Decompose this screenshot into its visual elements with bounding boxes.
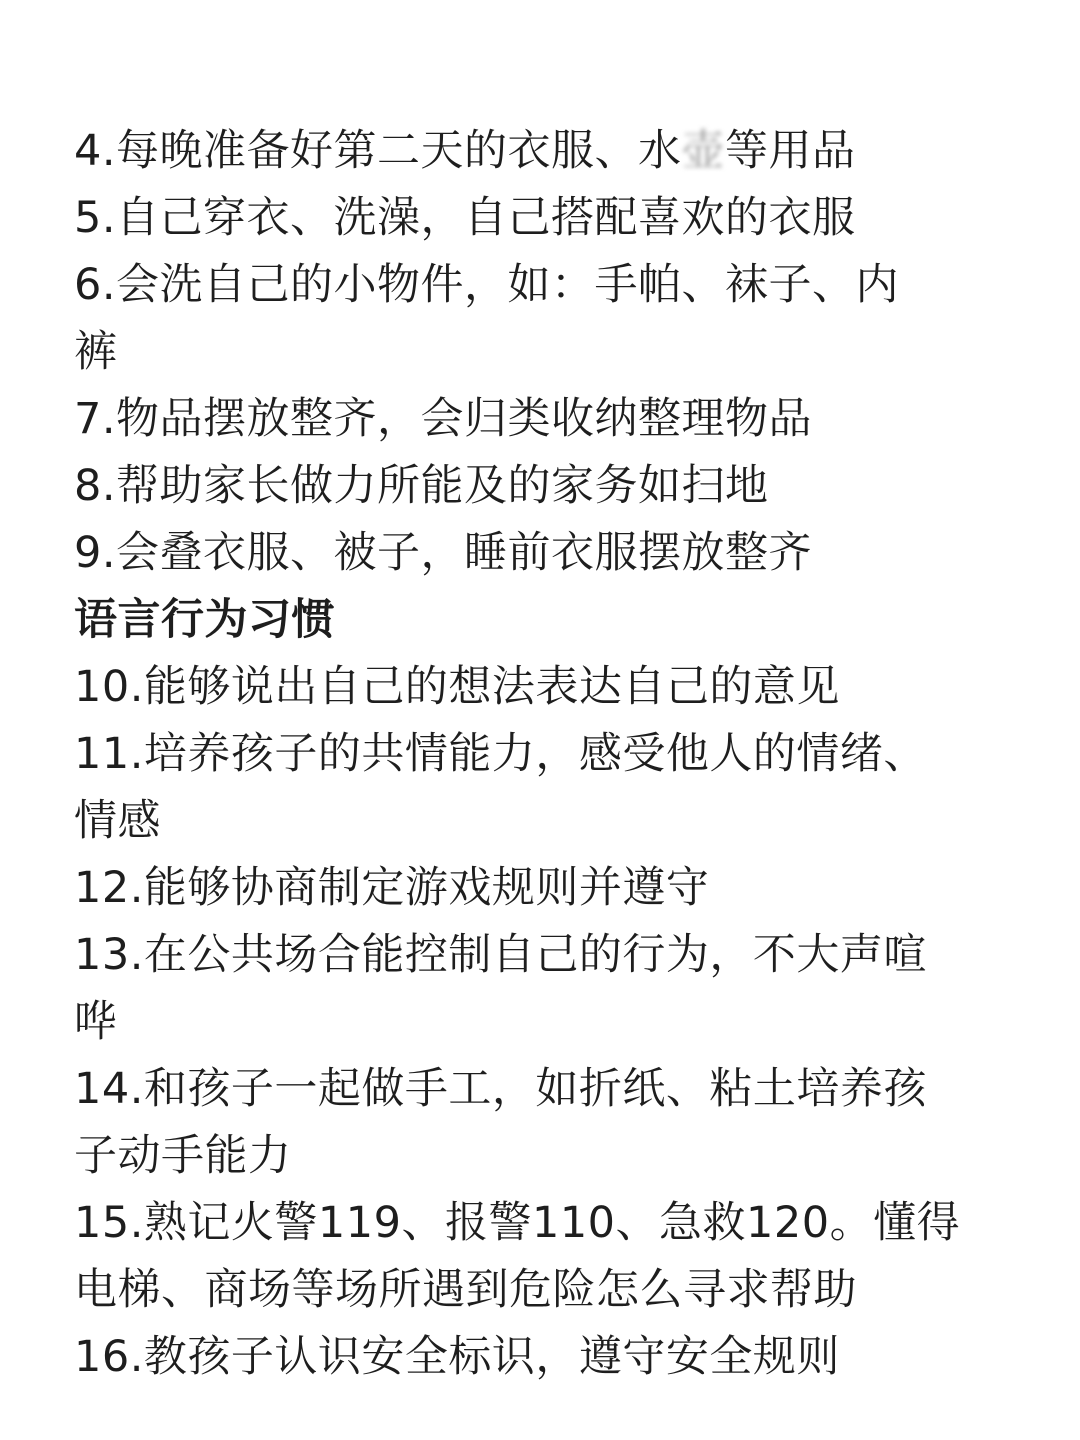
list-item-text: 4.每晚准备好第二天的衣服、水 <box>74 126 682 176</box>
list-item: 11.培养孩子的共情能力，感受他人的情绪、 <box>74 729 927 779</box>
list-item: 8.帮助家长做力所能及的家务如扫地 <box>74 461 769 511</box>
list-item: 12.能够协商制定游戏规则并遵守 <box>74 863 710 913</box>
list-item-continuation: 裤 <box>74 327 118 377</box>
list-item: 7.物品摆放整齐，会归类收纳整理物品 <box>74 394 813 444</box>
list-item: 15.熟记火警119、报警110、急救120。懂得 <box>74 1198 961 1248</box>
list-item: 14.和孩子一起做手工，如折纸、粘土培养孩 <box>74 1064 927 1114</box>
list-item-continuation: 子动手能力 <box>74 1131 292 1181</box>
list-item-text-tail: 等用品 <box>725 126 856 176</box>
list-item: 5.自己穿衣、洗澡，自己搭配喜欢的衣服 <box>74 193 856 243</box>
section-heading: 语言行为习惯 <box>74 595 335 645</box>
list-item: 9.会叠衣服、被子，睡前衣服摆放整齐 <box>74 528 813 578</box>
blurred-text: 壶 <box>681 126 726 176</box>
list-item-continuation: 电梯、商场等场所遇到危险怎么寻求帮助 <box>74 1265 857 1315</box>
list-item <box>74 118 1020 185</box>
list-item: 6.会洗自己的小物件，如：手帕、袜子、内 <box>74 260 900 310</box>
list-item: 13.在公共场合能控制自己的行为，不大声喧 <box>74 930 927 980</box>
list-item-continuation: 哗 <box>74 997 118 1047</box>
list-item: 16.教孩子认识安全标识，遵守安全规则 <box>74 1332 840 1382</box>
list-item: 10.能够说出自己的想法表达自己的意见 <box>74 662 840 712</box>
list-item-continuation: 情感 <box>74 796 161 846</box>
